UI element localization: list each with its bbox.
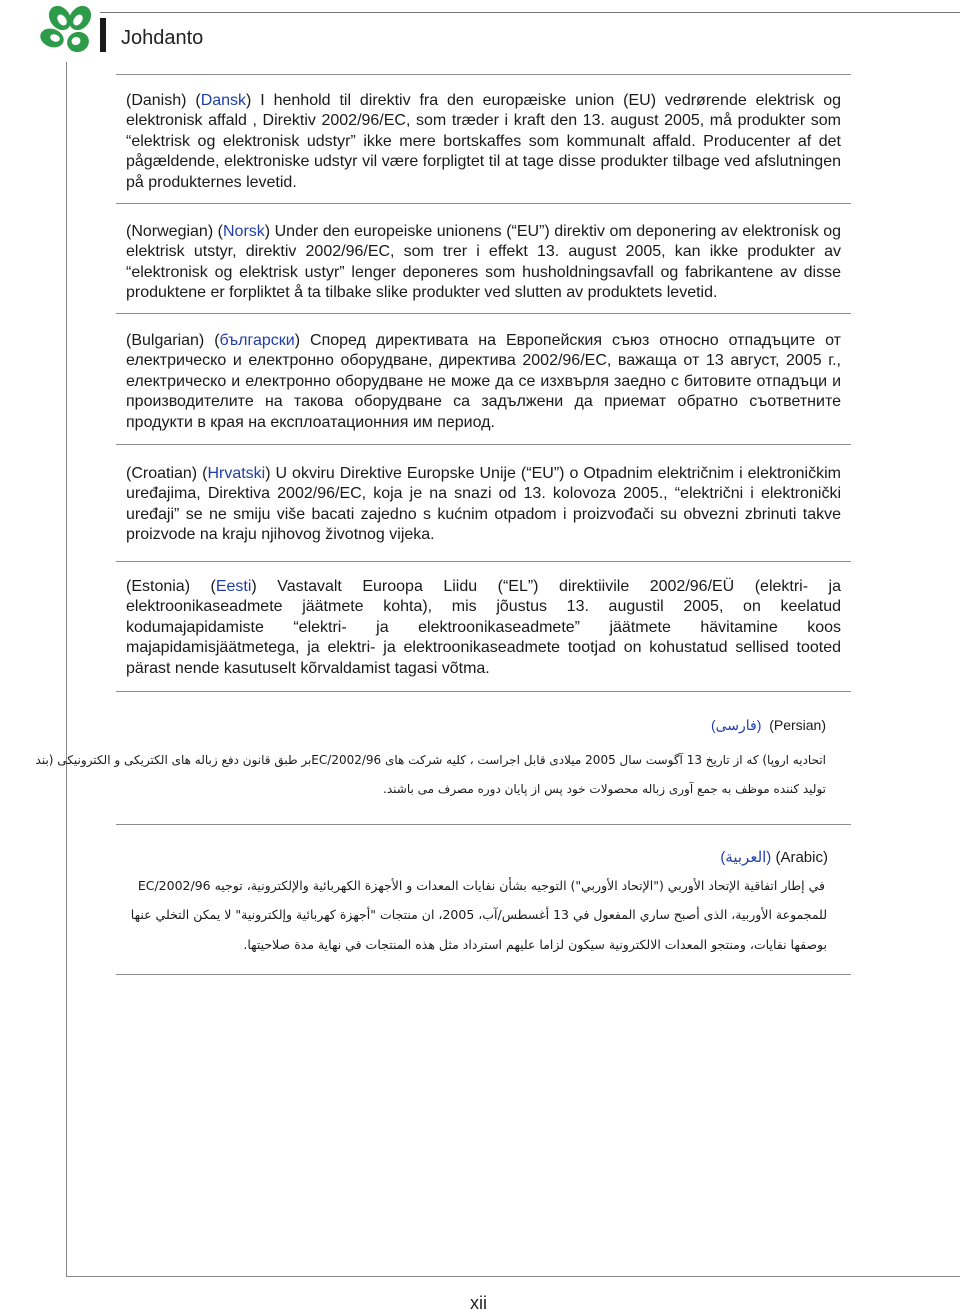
section-text: Under den europeiske unionens (“EU”) direktiv om deponering av elektronisk og elektrisk utstyr, direktiv 2002/96/EC, som trer i effekt 13. august 2005, kan ikke produkter av “elektronisk og elektrisk ustyr” lenger deponeres som husholdningsavfall og fabrikantene av disse produktene er forpliktet å ta tilbake slike produkter ved slutten av produktets levetid. — [126, 223, 842, 302]
page-number: xii — [470, 1293, 487, 1313]
section-text: I henhold til direktiv fra den europæiske union (EU) vedrørende elektrisk og elektronisk affald , Direktiv 2002/96/EC, som træder i kraft den 13. august 2005, må produkter som “elektrisk og elektronisk udstyr” ikke mere bortskaffes som kommunalt affald. Producenter af det pågældende, elektroniske udstyr vil være forpligtet til at tage disse produkter tilbage ved afslutningen på produkternes levetid. — [126, 92, 842, 191]
header-rule — [100, 12, 960, 13]
section-suffix: ) — [246, 92, 252, 109]
section-croatian — [126, 464, 841, 546]
section-label: (Persian) — [769, 717, 826, 733]
persian-line: تولید کننده موظف به جمع آوری زباله محصولات خود پس از پایان دوره مصرف می باشند. — [383, 782, 826, 796]
section-text: Според директивата на Европейския съюз относно отпадъците от електрическо и електронно оборудване, директива 2002/96/EC, важаща от 13 август, 2005 г., електрическо и електронно оборудване не може да се изхвърля заедно с битовите отпадъци и производителите на такова оборудване са задължени да приемат обратно съответните продукти в края на експлоатационния им период. — [126, 332, 841, 431]
section-suffix: ) — [251, 578, 257, 595]
header-bar — [100, 18, 106, 52]
arabic-line: في إطار اتفاقية الإتحاد الأوربي ("الإتحاد الأوربي") التوجيه بشأن نفايات المعدات و الأجهزة الكهربائية والإلكترونية، توجيه 2002/96/EC — [137, 878, 825, 893]
language-name-link[interactable]: (فارسی) — [710, 717, 762, 733]
section-norwegian — [126, 222, 841, 304]
left-margin-rule — [66, 62, 67, 1277]
language-name-link[interactable]: Norsk — [223, 223, 265, 240]
footer-rule — [66, 1276, 960, 1277]
section-prefix: (Estonia) ( — [126, 578, 216, 595]
section-suffix: ) — [264, 223, 271, 240]
section-prefix: (Bulgarian) ( — [126, 332, 220, 349]
page-title: Johdanto — [121, 27, 204, 49]
clover-logo — [38, 4, 98, 56]
section-divider — [116, 691, 851, 692]
arabic-line: بوصفها نفايات، ومنتجو المعدات الالكترونية سيكون لزاما عليهم استرداد مثل هذه المنتجات في نهاية مدة صلاحيتها. — [243, 937, 827, 952]
section-prefix: (Danish) ( — [126, 92, 201, 109]
section-suffix: ) — [294, 332, 301, 349]
section-persian-heading — [711, 717, 826, 734]
section-prefix: (Norwegian) ( — [126, 223, 223, 240]
section-divider — [116, 974, 851, 975]
section-divider — [116, 444, 851, 445]
language-name-link[interactable]: български — [219, 332, 295, 349]
arabic-line: للمجموعة الأوربية، الذى أصبح ساري المفعول في 13 أغسطس/آب، 2005، ان منتجات "أجهزة كهربائية وإلكترونية" لا يمكن التخلي عنها — [130, 907, 827, 922]
section-danish — [126, 91, 841, 193]
section-divider — [116, 561, 851, 562]
section-bulgarian — [126, 331, 841, 433]
section-arabic-heading — [720, 848, 828, 866]
language-name-link[interactable]: (العربية) — [720, 849, 772, 866]
persian-line: اتحادیه اروپا) که از تاریخ 13 آگوست سال 2005 میلادی قابل اجراست ، کلیه شرکت های 2002/96/ECبر طبق قانون دفع زباله های الکتریکی و الکترونیکی (بند — [35, 753, 826, 767]
section-estonian — [126, 577, 841, 679]
language-name-link[interactable]: Dansk — [200, 92, 247, 109]
section-divider — [116, 313, 851, 314]
section-divider — [116, 203, 851, 204]
section-divider — [116, 824, 851, 825]
section-prefix: (Croatian) ( — [126, 465, 208, 482]
section-divider — [116, 74, 851, 75]
language-name-link[interactable]: Eesti — [215, 578, 252, 595]
section-suffix: ) — [265, 465, 271, 482]
language-name-link[interactable]: Hrvatski — [207, 465, 266, 482]
section-text: Vastavalt Euroopa Liidu (“EL”) direktiivile 2002/96/EÜ (elektri- ja elektroonikaseadmete jäätmete kohta), mis jõustus 13. augustil 2005, on keelatud kodumajapidamiste “elektri- ja elektroonikaseadmete” jäätmete hävitamine koos majapidamisjäätmetega, ja elektri- ja elektroonikaseadmete tootjad on kohustatud sellised tooted pärast nende kasutuselt kõrvaldamist tagasi võtma. — [126, 578, 842, 677]
section-label: (Arabic) — [775, 849, 828, 866]
section-text: U okviru Direktive Europske Unije (“EU”) o Otpadnim električnim i elektroničkim uređajima, Direktiva 2002/96/EC, koja je na snazi od 13. kolovoza 2005., “električni i elektronički uređaji” se ne smiju više bacati zajedno s kućnim otpadom i proizvođači su obvezni zbrinuti takve proizvode na kraju njihovog životnog vijeka. — [126, 465, 841, 544]
